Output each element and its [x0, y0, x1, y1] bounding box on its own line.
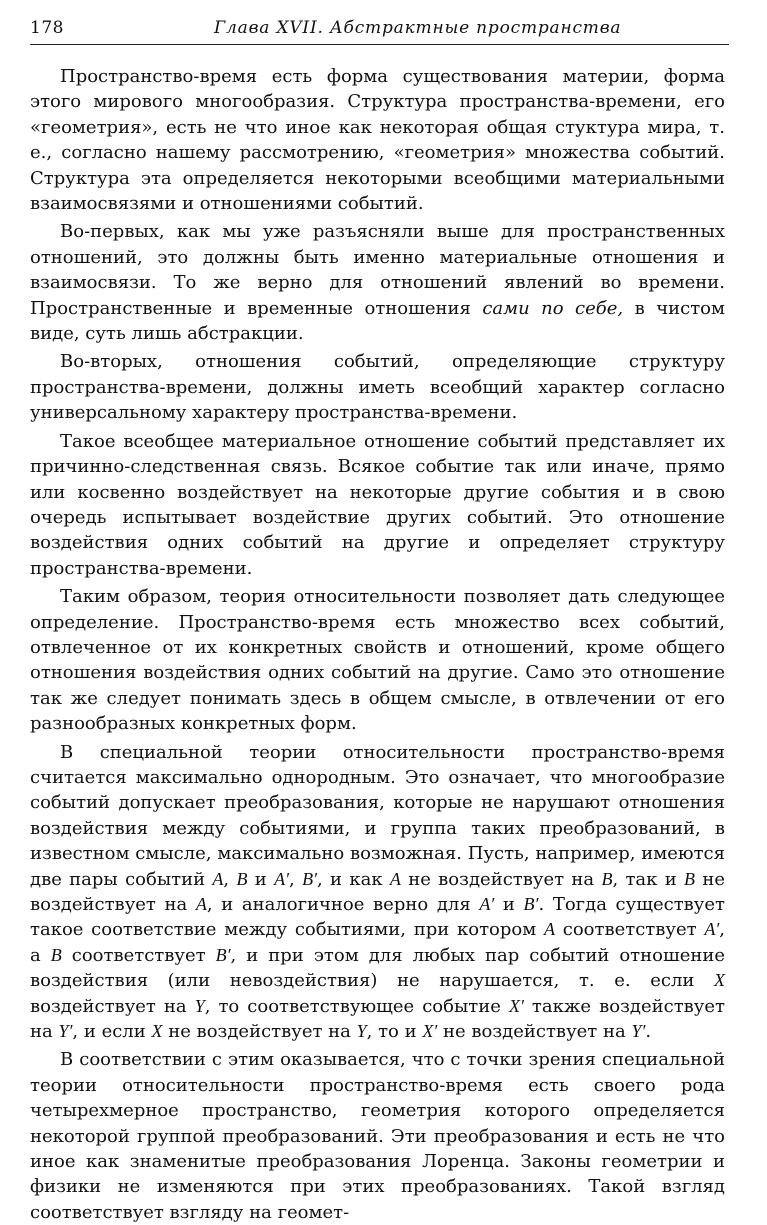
text-segment: соответствует — [61, 944, 216, 966]
text-segment: воздействует на — [30, 995, 195, 1017]
text-segment: , и при этом для любых пар событий отношение воздействия (или невоздействия) не нарушается, т. е. если — [30, 944, 726, 992]
chapter-title: Глава XVII. Абстрактные пространства — [214, 18, 622, 38]
math-symbol: A′ — [274, 868, 290, 889]
text-segment: и — [247, 868, 275, 890]
text-segment: не воздействует на — [400, 868, 602, 890]
text-segment: также воздействует на — [30, 995, 725, 1043]
text-segment: , и как — [317, 868, 390, 890]
math-symbol: B — [236, 868, 248, 889]
paragraph-spacetime-definition: Пространство-время есть форма существования материи, форма этого мирового многообразия. Структура пространства-времени, его «геометрия», есть не что иное как некоторая общая стуктура мира, т. е., согласно нашему рассмотрению, «геометрия» множества событий. Структура эта определяется некоторыми всеобщими материальными взаимосвязями и отношениями событий. — [30, 66, 725, 215]
paragraph-text: в чистом виде, суть лишь абстракции. — [30, 297, 726, 345]
text-segment: . Тогда существует такое соответствие между событиями, при котором — [30, 894, 725, 941]
body-text — [30, 64, 725, 1225]
text-segment: , то и — [366, 1021, 423, 1043]
paragraph-lorentz: В соответствии с этим оказывается, что с точки зрения специальной теории относительности пространство-время есть своего рода четырехмерное пространство, геометрия которого определяется некоторой группой преобразований. Эти преобразования и есть не что иное как знаменитые преобразования Лоренца. Законы геометрии и физики не изменяются при этих преобразованиях. Такой взгляд соответствует взгляду на геомет- — [30, 1049, 725, 1223]
math-symbol: A — [543, 919, 555, 940]
math-symbol: A′ — [704, 919, 720, 940]
math-symbol: Y — [194, 995, 205, 1016]
paragraph-text: Во-первых, как мы уже разъясняли выше для пространственных отношений, это должны быть именно материальные отношения и взаимосвязи. То же верно для отношений явлений во времени. Пространственные и временные отношения — [30, 221, 725, 319]
text-segment: , и аналогичное верно для — [206, 894, 480, 915]
paragraph-causal-relation: Такое всеобщее материальное отношение событий представляет их причинно-следственная связь. Всякое событие так или иначе, прямо или косвенно воздействует на некоторые другие события и в свою очередь испытывает воздействие других событий. Это отношение воздействия одних событий на другие и определяет структуру пространства-времени. — [30, 430, 725, 579]
emphasis-phrase: сами по себе, — [482, 297, 624, 319]
math-symbol: B — [601, 868, 613, 889]
math-symbol: B — [684, 868, 696, 889]
text-segment: , и если — [72, 1021, 152, 1043]
math-symbol: B — [50, 944, 62, 965]
math-symbol: X — [151, 1021, 163, 1042]
text-segment: не воздействует на — [437, 1021, 632, 1043]
text-segment: , а — [30, 919, 725, 966]
text-segment: . — [645, 1021, 652, 1043]
paragraph-first-point — [30, 219, 725, 346]
running-head — [30, 18, 729, 45]
math-symbol: A′ — [479, 894, 495, 914]
paragraph-second-point: Во-вторых, отношения событий, определяющие структуру пространства-времени, должны иметь всеобщий характер согласно универсальному характеру пространства-времени. — [30, 351, 725, 424]
math-symbol: Y′ — [58, 1021, 73, 1042]
math-symbol: X′ — [508, 995, 524, 1016]
math-symbol: A — [195, 894, 207, 914]
text-segment: , то соответствующее событие — [204, 995, 509, 1017]
text-segment: , так и — [612, 868, 685, 890]
math-symbol: B′ — [215, 944, 231, 965]
paragraph-special-relativity — [30, 740, 725, 1045]
math-symbol: X — [714, 970, 725, 991]
page-number: 178 — [30, 18, 64, 38]
math-symbol: A — [389, 868, 401, 889]
text-segment: соответствует — [554, 919, 705, 941]
text-segment: , — [223, 868, 237, 890]
text-segment: не воздействует на — [162, 1021, 357, 1043]
text-segment: В специальной теории относительности пространство-время считается максимально однородным. Это означает, что многообразие событий допускает преобразования, которые не нарушают отношения воздействия между событиями, и группа таких преобразований, в известном смысле, максимально возможная. Пусть, например, имеются две пары событий — [30, 741, 725, 890]
math-symbol: Y′ — [631, 1021, 646, 1042]
math-symbol: X′ — [422, 1021, 438, 1042]
text-segment: и — [494, 894, 524, 915]
text-segment: , — [289, 868, 303, 890]
text-segment: не воздействует на — [30, 868, 725, 915]
math-symbol: B′ — [302, 868, 318, 889]
math-symbol: Y — [356, 1021, 367, 1042]
paragraph-definition: Таким образом, теория относительности позволяет дать следующее определение. Пространство-время есть множество всех событий, отвлеченное от их конкретных свойств и отношений, кроме общего отношения воздействия одних событий на другие. Само это отношение так же следует понимать здесь в общем смысле, в отвлечении от его разнообразных конкретных форм. — [30, 586, 725, 735]
math-symbol: A — [212, 868, 224, 889]
math-symbol: B′ — [523, 894, 539, 914]
